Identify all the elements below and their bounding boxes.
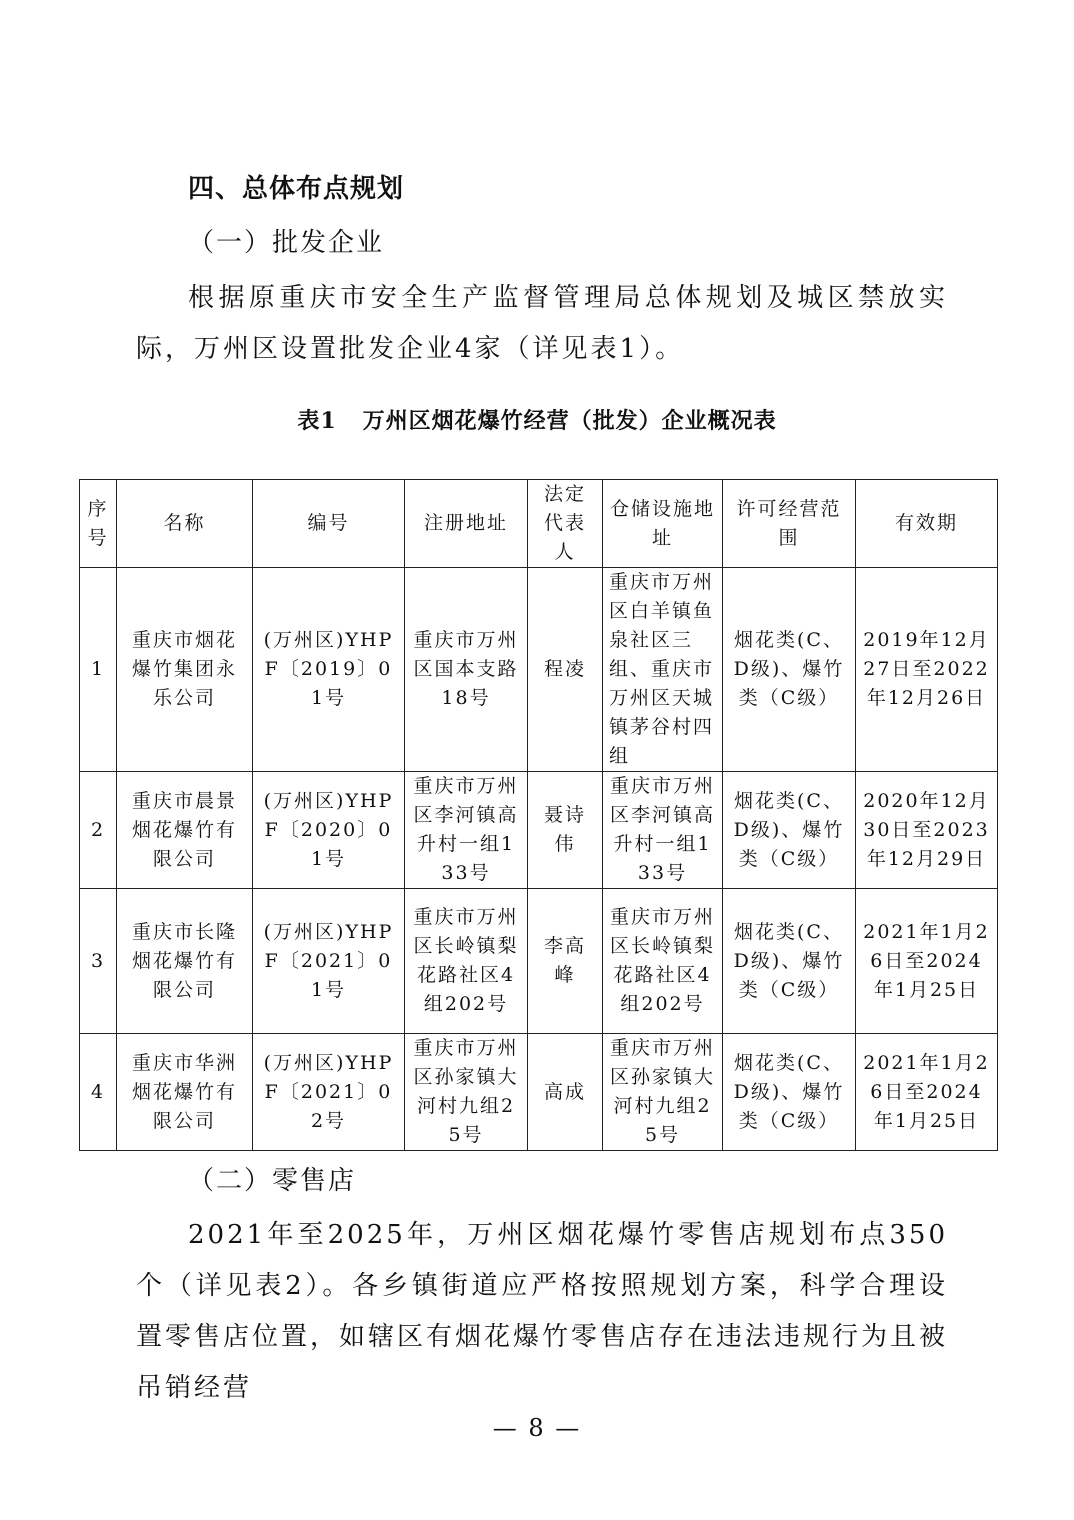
table-cell: 烟花类(C、D级)、爆竹类（C级） xyxy=(723,1034,856,1151)
column-header: 序号 xyxy=(80,480,117,568)
table-cell: 重庆市万州区李河镇高升村一组133号 xyxy=(603,772,723,889)
table-cell: 烟花类(C、D级)、爆竹类（C级） xyxy=(723,889,856,1034)
enterprise-table xyxy=(79,479,998,1151)
column-header: 仓储设施地址 xyxy=(603,480,723,568)
table-row xyxy=(80,1034,998,1151)
table-row xyxy=(80,889,998,1034)
table-cell: 2020年12月30日至2023年12月29日 xyxy=(856,772,998,889)
table-cell: 烟花类(C、D级)、爆竹类（C级） xyxy=(723,772,856,889)
table-cell: 李高峰 xyxy=(528,889,603,1034)
column-header: 名称 xyxy=(117,480,253,568)
table-cell: 重庆市万州区李河镇高升村一组133号 xyxy=(405,772,528,889)
page-number: — 8 — xyxy=(492,1414,582,1442)
table-cell: 重庆市万州区孙家镇大河村九组25号 xyxy=(405,1034,528,1151)
table-cell: (万州区)YHPF〔2021〕02号 xyxy=(253,1034,405,1151)
table-cell: 1 xyxy=(80,568,117,772)
subsection-heading-wholesale: （一）批发企业 xyxy=(188,228,385,258)
table-header-row xyxy=(80,480,998,568)
column-header: 有效期 xyxy=(856,480,998,568)
table-cell: 2019年12月27日至2022年12月26日 xyxy=(856,568,998,772)
column-header: 编号 xyxy=(253,480,405,568)
intro-paragraph: 根据原重庆市安全生产监督管理局总体规划及城区禁放实际，万州区设置批发企业4家（详见表1）。 xyxy=(136,283,948,364)
table-cell: 重庆市烟花爆竹集团永乐公司 xyxy=(117,568,253,772)
table-cell: 烟花类(C、D级)、爆竹类（C级） xyxy=(723,568,856,772)
table-cell: 重庆市万州区白羊镇鱼泉社区三组、重庆市万州区天城镇茅谷村四组 xyxy=(603,568,723,772)
table-cell: 2 xyxy=(80,772,117,889)
table-cell: 高成 xyxy=(528,1034,603,1151)
table-cell: (万州区)YHPF〔2019〕01号 xyxy=(253,568,405,772)
column-header: 许可经营范围 xyxy=(723,480,856,568)
table-cell: 重庆市万州区国本支路18号 xyxy=(405,568,528,772)
table-cell: 3 xyxy=(80,889,117,1034)
table-cell: 重庆市万州区长岭镇梨花路社区4组202号 xyxy=(603,889,723,1034)
table-cell: (万州区)YHPF〔2020〕01号 xyxy=(253,772,405,889)
table-caption-number: 表1 xyxy=(297,408,337,434)
table-cell: 重庆市晨景烟花爆竹有限公司 xyxy=(117,772,253,889)
column-header: 注册地址 xyxy=(405,480,528,568)
table-cell: 重庆市华洲烟花爆竹有限公司 xyxy=(117,1034,253,1151)
table-cell: 重庆市长隆烟花爆竹有限公司 xyxy=(117,889,253,1034)
table-cell: (万州区)YHPF〔2021〕01号 xyxy=(253,889,405,1034)
table-cell: 2021年1月26日至2024年1月25日 xyxy=(856,889,998,1034)
table-cell: 4 xyxy=(80,1034,117,1151)
column-header: 法定代表人 xyxy=(528,480,603,568)
table-cell: 重庆市万州区长岭镇梨花路社区4组202号 xyxy=(405,889,528,1034)
table-row xyxy=(80,568,998,772)
table-cell: 程凌 xyxy=(528,568,603,772)
section-heading: 四、总体布点规划 xyxy=(188,174,405,204)
table-caption-title: 万州区烟花爆竹经营（批发）企业概况表 xyxy=(362,408,777,434)
retail-paragraph: 2021年至2025年，万州区烟花爆竹零售店规划布点350个（详见表2）。各乡镇街道应严格按照规划方案，科学合理设置零售店位置，如辖区有烟花爆竹零售店存在违法违规行为且被吊销经营 xyxy=(136,1220,949,1403)
table-cell: 2021年1月26日至2024年1月25日 xyxy=(856,1034,998,1151)
subsection-heading-retail: （二）零售店 xyxy=(188,1166,357,1196)
table-caption xyxy=(0,404,1074,435)
table-cell: 重庆市万州区孙家镇大河村九组25号 xyxy=(603,1034,723,1151)
table-cell: 聂诗伟 xyxy=(528,772,603,889)
table-row xyxy=(80,772,998,889)
